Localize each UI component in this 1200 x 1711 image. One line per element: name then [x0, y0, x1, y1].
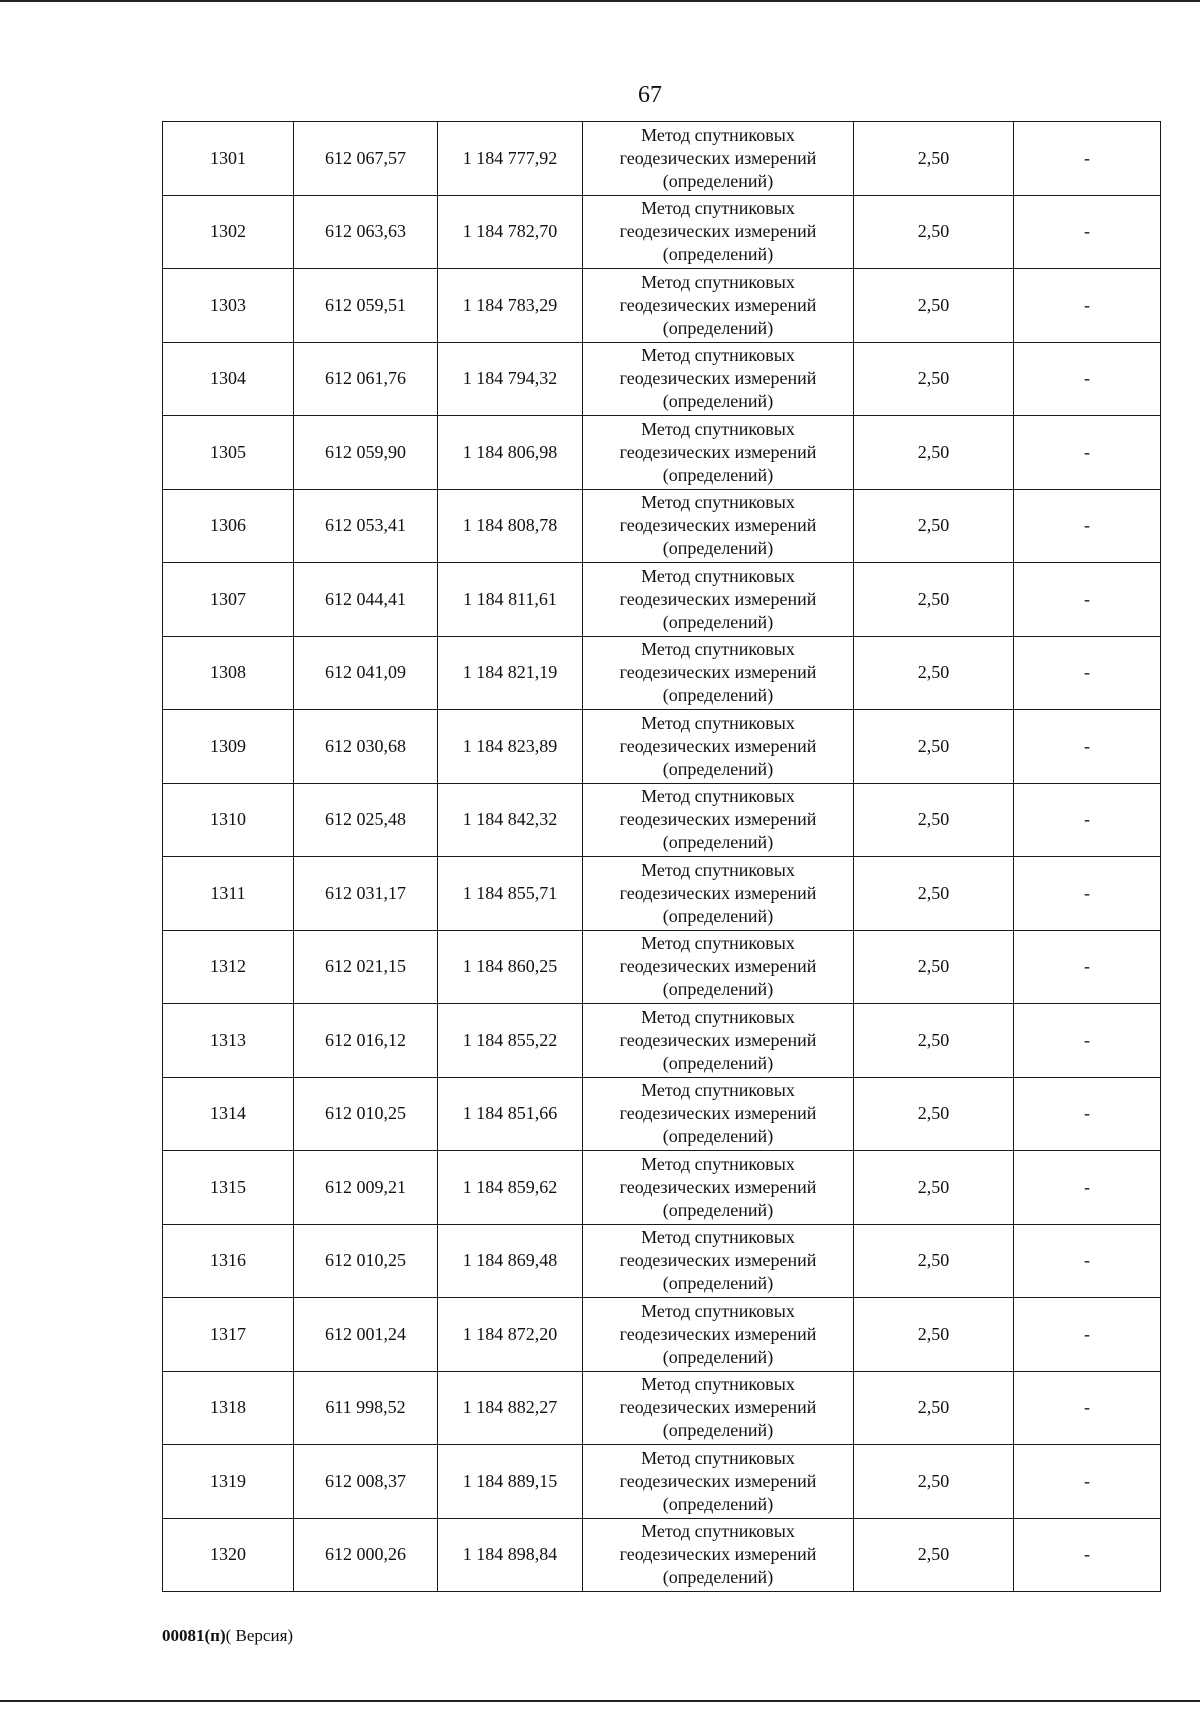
method-text-line2: геодезических измерений — [619, 1544, 817, 1565]
coordinates-table-body — [163, 122, 1161, 1592]
accuracy-cell: 2,50 — [854, 416, 1014, 490]
bottom-border-line — [0, 1700, 1200, 1702]
method-cell — [583, 636, 854, 710]
x-coordinate-cell: 612 030,68 — [294, 710, 438, 784]
method-text-line3: (определений) — [662, 317, 774, 338]
method-text-line3: (определений) — [662, 832, 774, 853]
note-cell: - — [1014, 1518, 1161, 1592]
accuracy-cell: 2,50 — [854, 1151, 1014, 1225]
method-text-line1: Метод спутниковых — [641, 124, 795, 145]
note-cell: - — [1014, 710, 1161, 784]
method-cell — [583, 195, 854, 269]
method-text-line1: Метод спутниковых — [641, 271, 795, 292]
method-text-line2: геодезических измерений — [619, 221, 817, 242]
method-cell — [583, 416, 854, 490]
accuracy-cell: 2,50 — [854, 1298, 1014, 1372]
x-coordinate-cell: 612 044,41 — [294, 563, 438, 637]
accuracy-cell: 2,50 — [854, 1371, 1014, 1445]
coordinates-table — [162, 121, 1161, 1592]
x-coordinate-cell: 612 016,12 — [294, 1004, 438, 1078]
method-text-line1: Метод спутниковых — [641, 1447, 795, 1468]
method-cell — [583, 1518, 854, 1592]
method-text-line2: геодезических измерений — [619, 1176, 817, 1197]
accuracy-cell: 2,50 — [854, 489, 1014, 563]
method-text-line2: геодезических измерений — [619, 368, 817, 389]
x-coordinate-cell: 612 025,48 — [294, 783, 438, 857]
method-text-line3: (определений) — [662, 1420, 774, 1441]
point-number-cell: 1309 — [163, 710, 294, 784]
table-row — [163, 269, 1161, 343]
y-coordinate-cell: 1 184 869,48 — [438, 1224, 583, 1298]
method-text-line3: (определений) — [662, 1567, 774, 1588]
method-cell — [583, 783, 854, 857]
method-text-line3: (определений) — [662, 905, 774, 926]
y-coordinate-cell: 1 184 889,15 — [438, 1445, 583, 1519]
x-coordinate-cell: 612 059,90 — [294, 416, 438, 490]
table-row — [163, 122, 1161, 196]
method-text-line2: геодезических измерений — [619, 294, 817, 315]
note-cell: - — [1014, 195, 1161, 269]
accuracy-cell: 2,50 — [854, 122, 1014, 196]
point-number-cell: 1306 — [163, 489, 294, 563]
method-text-line2: геодезических измерений — [619, 515, 817, 536]
y-coordinate-cell: 1 184 882,27 — [438, 1371, 583, 1445]
method-text-line3: (определений) — [662, 1346, 774, 1367]
method-text-line1: Метод спутниковых — [641, 859, 795, 880]
method-text-line2: геодезических измерений — [619, 1323, 817, 1344]
point-number-cell: 1304 — [163, 342, 294, 416]
note-cell: - — [1014, 122, 1161, 196]
table-row — [163, 1077, 1161, 1151]
method-text-line3: (определений) — [662, 758, 774, 779]
x-coordinate-cell: 612 031,17 — [294, 857, 438, 931]
x-coordinate-cell: 612 053,41 — [294, 489, 438, 563]
method-text-line1: Метод спутниковых — [641, 1374, 795, 1395]
x-coordinate-cell: 612 063,63 — [294, 195, 438, 269]
table-row — [163, 636, 1161, 710]
method-text-line1: Метод спутниковых — [641, 933, 795, 954]
y-coordinate-cell: 1 184 806,98 — [438, 416, 583, 490]
x-coordinate-cell: 612 000,26 — [294, 1518, 438, 1592]
document-version: ( Версия) — [225, 1626, 294, 1645]
method-text-line3: (определений) — [662, 1126, 774, 1147]
table-row — [163, 857, 1161, 931]
note-cell: - — [1014, 342, 1161, 416]
method-cell — [583, 930, 854, 1004]
y-coordinate-cell: 1 184 842,32 — [438, 783, 583, 857]
method-text-line1: Метод спутниковых — [641, 198, 795, 219]
point-number-cell: 1317 — [163, 1298, 294, 1372]
method-text-line3: (определений) — [662, 538, 774, 559]
point-number-cell: 1308 — [163, 636, 294, 710]
accuracy-cell: 2,50 — [854, 1077, 1014, 1151]
method-cell — [583, 1004, 854, 1078]
table-row — [163, 1004, 1161, 1078]
x-coordinate-cell: 612 008,37 — [294, 1445, 438, 1519]
y-coordinate-cell: 1 184 860,25 — [438, 930, 583, 1004]
note-cell: - — [1014, 930, 1161, 1004]
method-text-line3: (определений) — [662, 1199, 774, 1220]
point-number-cell: 1313 — [163, 1004, 294, 1078]
note-cell: - — [1014, 1004, 1161, 1078]
table-row — [163, 930, 1161, 1004]
method-cell — [583, 489, 854, 563]
point-number-cell: 1307 — [163, 563, 294, 637]
point-number-cell: 1301 — [163, 122, 294, 196]
method-text-line1: Метод спутниковых — [641, 345, 795, 366]
method-text-line1: Метод спутниковых — [641, 639, 795, 660]
point-number-cell: 1316 — [163, 1224, 294, 1298]
method-text-line2: геодезических измерений — [619, 588, 817, 609]
table-row — [163, 489, 1161, 563]
method-text-line1: Метод спутниковых — [641, 1300, 795, 1321]
document-code: 00081(п) — [162, 1626, 226, 1645]
method-text-line2: геодезических измерений — [619, 882, 817, 903]
table-row — [163, 1224, 1161, 1298]
method-cell — [583, 1224, 854, 1298]
point-number-cell: 1314 — [163, 1077, 294, 1151]
method-text-line3: (определений) — [662, 244, 774, 265]
point-number-cell: 1311 — [163, 857, 294, 931]
method-cell — [583, 1371, 854, 1445]
table-row — [163, 1445, 1161, 1519]
x-coordinate-cell: 612 001,24 — [294, 1298, 438, 1372]
method-text-line1: Метод спутниковых — [641, 1080, 795, 1101]
point-number-cell: 1303 — [163, 269, 294, 343]
page-number: 67 — [638, 82, 662, 108]
method-text-line1: Метод спутниковых — [641, 712, 795, 733]
method-text-line1: Метод спутниковых — [641, 418, 795, 439]
point-number-cell: 1315 — [163, 1151, 294, 1225]
point-number-cell: 1305 — [163, 416, 294, 490]
method-text-line1: Метод спутниковых — [641, 786, 795, 807]
x-coordinate-cell: 612 059,51 — [294, 269, 438, 343]
x-coordinate-cell: 612 041,09 — [294, 636, 438, 710]
note-cell: - — [1014, 1371, 1161, 1445]
method-text-line2: геодезических измерений — [619, 735, 817, 756]
accuracy-cell: 2,50 — [854, 563, 1014, 637]
method-text-line1: Метод спутниковых — [641, 1006, 795, 1027]
method-text-line1: Метод спутниковых — [641, 1153, 795, 1174]
table-row — [163, 416, 1161, 490]
point-number-cell: 1318 — [163, 1371, 294, 1445]
method-text-line2: геодезических измерений — [619, 809, 817, 830]
y-coordinate-cell: 1 184 872,20 — [438, 1298, 583, 1372]
x-coordinate-cell: 612 061,76 — [294, 342, 438, 416]
method-text-line1: Метод спутниковых — [641, 1227, 795, 1248]
note-cell: - — [1014, 1151, 1161, 1225]
accuracy-cell: 2,50 — [854, 1445, 1014, 1519]
table-row — [163, 1151, 1161, 1225]
accuracy-cell: 2,50 — [854, 857, 1014, 931]
method-cell — [583, 269, 854, 343]
table-row — [163, 563, 1161, 637]
accuracy-cell: 2,50 — [854, 930, 1014, 1004]
method-text-line3: (определений) — [662, 979, 774, 1000]
method-cell — [583, 1077, 854, 1151]
point-number-cell: 1302 — [163, 195, 294, 269]
y-coordinate-cell: 1 184 821,19 — [438, 636, 583, 710]
table-row — [163, 342, 1161, 416]
point-number-cell: 1310 — [163, 783, 294, 857]
y-coordinate-cell: 1 184 808,78 — [438, 489, 583, 563]
method-cell — [583, 563, 854, 637]
table-row — [163, 1518, 1161, 1592]
y-coordinate-cell: 1 184 823,89 — [438, 710, 583, 784]
note-cell: - — [1014, 783, 1161, 857]
accuracy-cell: 2,50 — [854, 195, 1014, 269]
x-coordinate-cell: 612 010,25 — [294, 1224, 438, 1298]
method-cell — [583, 857, 854, 931]
method-cell — [583, 1445, 854, 1519]
method-text-line1: Метод спутниковых — [641, 565, 795, 586]
accuracy-cell: 2,50 — [854, 1518, 1014, 1592]
note-cell: - — [1014, 857, 1161, 931]
note-cell: - — [1014, 1298, 1161, 1372]
y-coordinate-cell: 1 184 859,62 — [438, 1151, 583, 1225]
method-text-line3: (определений) — [662, 170, 774, 191]
y-coordinate-cell: 1 184 898,84 — [438, 1518, 583, 1592]
note-cell: - — [1014, 1224, 1161, 1298]
point-number-cell: 1312 — [163, 930, 294, 1004]
note-cell: - — [1014, 636, 1161, 710]
y-coordinate-cell: 1 184 783,29 — [438, 269, 583, 343]
y-coordinate-cell: 1 184 794,32 — [438, 342, 583, 416]
x-coordinate-cell: 611 998,52 — [294, 1371, 438, 1445]
y-coordinate-cell: 1 184 855,22 — [438, 1004, 583, 1078]
note-cell: - — [1014, 269, 1161, 343]
method-text-line2: геодезических измерений — [619, 1250, 817, 1271]
method-text-line3: (определений) — [662, 1052, 774, 1073]
method-text-line3: (определений) — [662, 1493, 774, 1514]
point-number-cell: 1320 — [163, 1518, 294, 1592]
note-cell: - — [1014, 416, 1161, 490]
note-cell: - — [1014, 489, 1161, 563]
method-cell — [583, 1151, 854, 1225]
accuracy-cell: 2,50 — [854, 269, 1014, 343]
y-coordinate-cell: 1 184 851,66 — [438, 1077, 583, 1151]
y-coordinate-cell: 1 184 777,92 — [438, 122, 583, 196]
method-text-line2: геодезических измерений — [619, 441, 817, 462]
method-text-line2: геодезических измерений — [619, 1470, 817, 1491]
table-row — [163, 1371, 1161, 1445]
x-coordinate-cell: 612 067,57 — [294, 122, 438, 196]
table-row — [163, 710, 1161, 784]
method-text-line3: (определений) — [662, 611, 774, 632]
method-text-line2: геодезических измерений — [619, 956, 817, 977]
y-coordinate-cell: 1 184 782,70 — [438, 195, 583, 269]
document-footer-note — [162, 1625, 293, 1647]
accuracy-cell: 2,50 — [854, 783, 1014, 857]
method-cell — [583, 122, 854, 196]
y-coordinate-cell: 1 184 855,71 — [438, 857, 583, 931]
top-border-line — [0, 0, 1200, 2]
table-row — [163, 195, 1161, 269]
note-cell: - — [1014, 563, 1161, 637]
accuracy-cell: 2,50 — [854, 1224, 1014, 1298]
y-coordinate-cell: 1 184 811,61 — [438, 563, 583, 637]
x-coordinate-cell: 612 010,25 — [294, 1077, 438, 1151]
x-coordinate-cell: 612 009,21 — [294, 1151, 438, 1225]
accuracy-cell: 2,50 — [854, 636, 1014, 710]
point-number-cell: 1319 — [163, 1445, 294, 1519]
accuracy-cell: 2,50 — [854, 710, 1014, 784]
method-text-line2: геодезических измерений — [619, 1103, 817, 1124]
accuracy-cell: 2,50 — [854, 1004, 1014, 1078]
method-text-line2: геодезических измерений — [619, 147, 817, 168]
method-text-line3: (определений) — [662, 685, 774, 706]
x-coordinate-cell: 612 021,15 — [294, 930, 438, 1004]
accuracy-cell: 2,50 — [854, 342, 1014, 416]
method-text-line3: (определений) — [662, 464, 774, 485]
method-text-line2: геодезических измерений — [619, 662, 817, 683]
method-text-line2: геодезических измерений — [619, 1029, 817, 1050]
table-row — [163, 783, 1161, 857]
method-cell — [583, 342, 854, 416]
method-text-line3: (определений) — [662, 391, 774, 412]
method-text-line2: геодезических измерений — [619, 1397, 817, 1418]
note-cell: - — [1014, 1445, 1161, 1519]
note-cell: - — [1014, 1077, 1161, 1151]
table-row — [163, 1298, 1161, 1372]
method-text-line3: (определений) — [662, 1273, 774, 1294]
method-text-line1: Метод спутниковых — [641, 492, 795, 513]
method-cell — [583, 710, 854, 784]
method-text-line1: Метод спутниковых — [641, 1521, 795, 1542]
method-cell — [583, 1298, 854, 1372]
